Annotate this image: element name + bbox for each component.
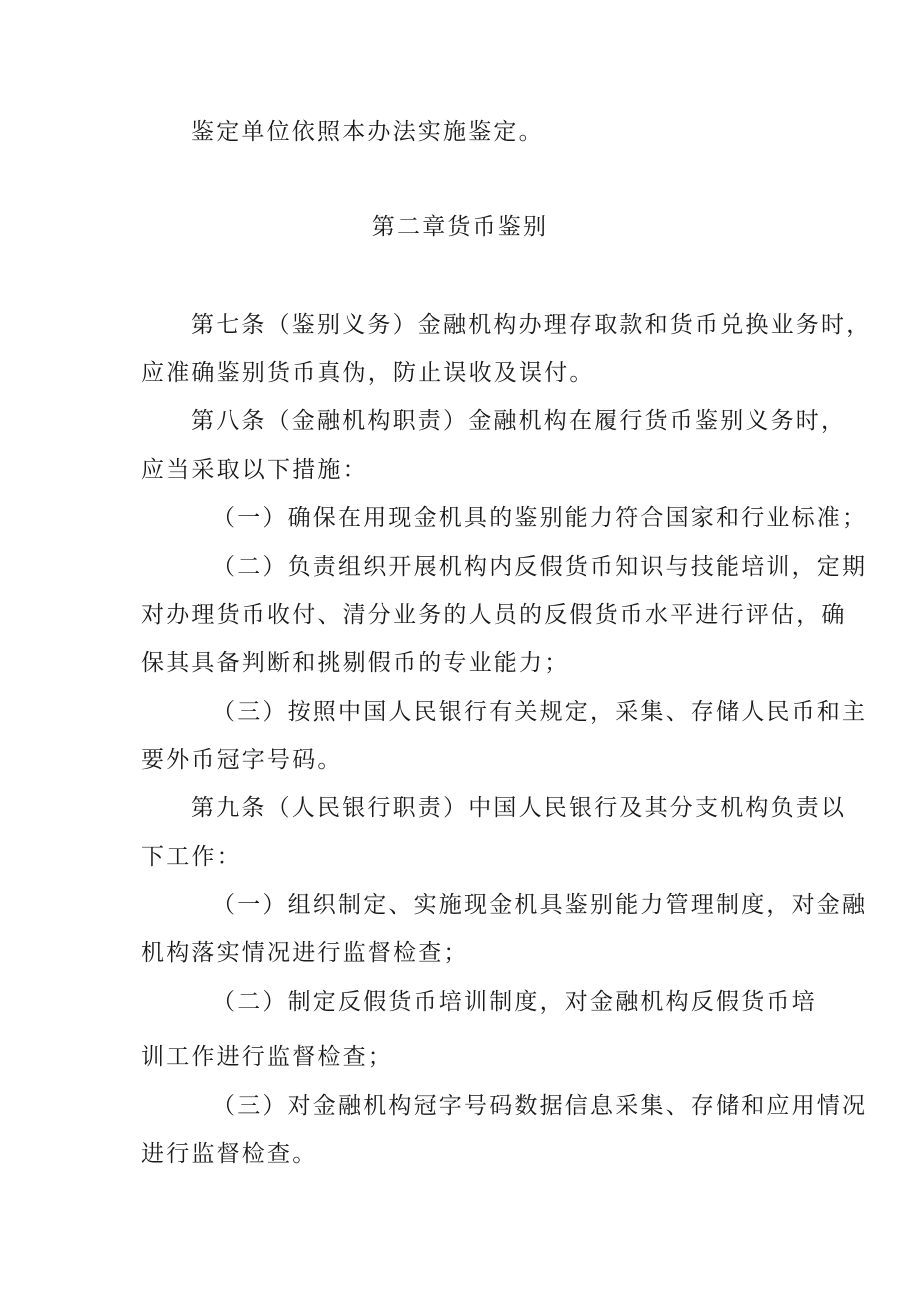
- article-8-line-1: 第八条（金融机构职责）金融机构在履行货币鉴别义务时，: [191, 408, 847, 434]
- article-7-line-1: 第七条（鉴别义务）金融机构办理存取款和货币兑换业务时，: [191, 312, 872, 338]
- article-8-item-2-line-3: 保其具备判断和挑剔假币的专业能力；: [141, 650, 570, 676]
- article-9-line-1: 第九条（人民银行职责）中国人民银行及其分支机构负责以: [191, 795, 847, 821]
- article-7-line-2: 应准确鉴别货币真伪，防止误收及误付。: [141, 360, 595, 386]
- article-9-item-3-line-2: 进行监督检查。: [141, 1141, 318, 1167]
- article-9-item-3-line-1: （三）对金融机构冠字号码数据信息采集、存储和应用情况: [212, 1093, 868, 1119]
- article-8-line-2: 应当采取以下措施：: [141, 457, 368, 483]
- article-9-item-1-line-2: 机构落实情况进行监督检查；: [141, 940, 469, 966]
- article-9-item-2-line-2: 训工作进行监督检查；: [141, 1044, 393, 1070]
- article-8-item-3-line-1: （三）按照中国人民银行有关规定，采集、存储人民币和主: [212, 699, 868, 725]
- article-8-item-1: （一）确保在用现金机具的鉴别能力符合国家和行业标准；: [212, 505, 868, 531]
- article-9-item-2-line-1: （二）制定反假货币培训制度，对金融机构反假货币培: [212, 989, 817, 1015]
- article-8-item-2-line-1: （二）负责组织开展机构内反假货币知识与技能培训，定期: [212, 554, 868, 580]
- article-9-line-2: 下工作：: [141, 844, 242, 870]
- chapter-heading: 第二章货币鉴别: [371, 214, 549, 240]
- article-9-item-1-line-1: （一）组织制定、实施现金机具鉴别能力管理制度，对金融: [212, 892, 868, 918]
- article-8-item-2-line-2: 对办理货币收付、清分业务的人员的反假货币水平进行评估，确: [141, 602, 847, 628]
- article-8-item-3-line-2: 要外币冠字号码。: [141, 747, 343, 773]
- paragraph-line: 鉴定单位依照本办法实施鉴定。: [191, 119, 544, 145]
